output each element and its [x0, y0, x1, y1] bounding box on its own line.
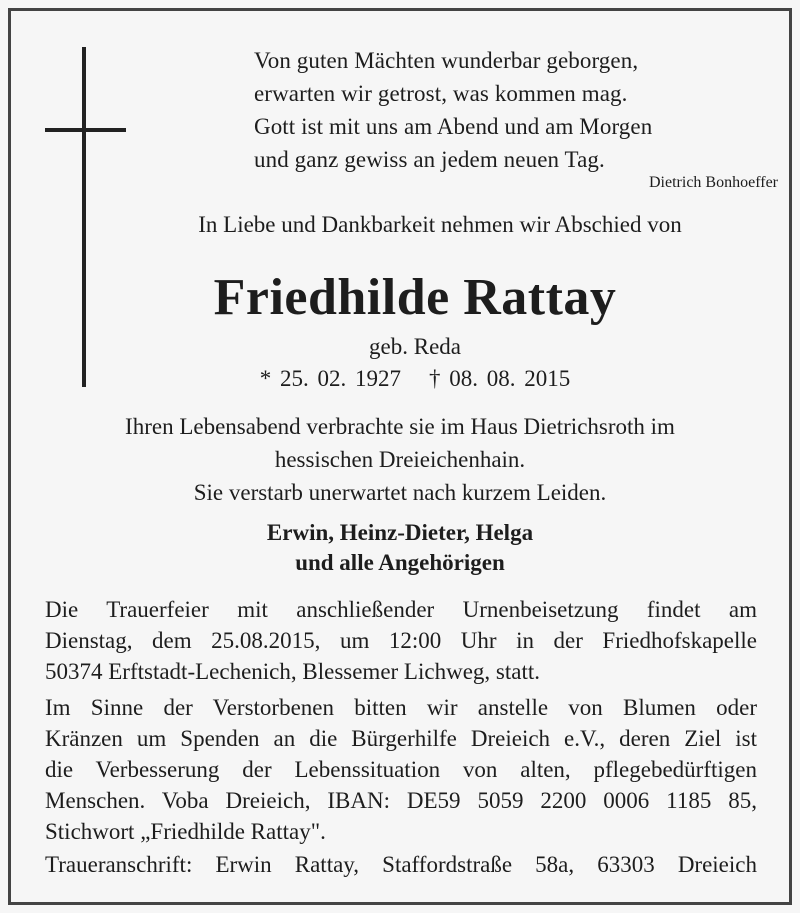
family-names: [0, 518, 800, 578]
mourning-address: Traueranschrift: Erwin Rattay, Staffordstraße 58a, 63303 Dreieich: [45, 852, 757, 877]
donation-line: Stichwort „Friedhilde Rattay".: [45, 819, 326, 844]
donation-line: die Verbesserung der Lebenssituation von alten, pflegebedürftigen: [45, 757, 757, 782]
funeral-line: Dienstag, dem 25.08.2015, um 12:00 Uhr in der Friedhofskapelle: [45, 628, 757, 653]
donation-line: Menschen. Voba Dreieich, IBAN: DE59 5059 2200 0006 1185 85,: [45, 788, 757, 813]
poem-line: Von guten Mächten wunderbar geborgen,: [254, 48, 639, 73]
life-line: Sie verstarb unerwartet nach kurzem Leiden.: [193, 480, 607, 505]
death-date: † 08. 08. 2015: [429, 366, 571, 391]
funeral-info: [45, 594, 757, 687]
family-line: Erwin, Heinz-Dieter, Helga: [266, 520, 534, 545]
deceased-name: Friedhilde Rattay: [213, 269, 617, 326]
cross-icon-bar: [45, 128, 126, 132]
poem-line: erwarten wir getrost, was kommen mag.: [254, 81, 628, 106]
life-text: [0, 410, 800, 509]
poem: [254, 44, 652, 176]
donation-info: [45, 692, 757, 847]
life-line: Ihren Lebensabend verbrachte sie im Haus Dietrichsroth im: [125, 414, 675, 439]
poem-author: Dietrich Bonhoeffer: [649, 174, 778, 191]
donation-line: Kränzen um Spenden an die Bürgerhilfe Dreieich e.V., deren Ziel ist: [45, 726, 757, 751]
donation-line: Im Sinne der Verstorbenen bitten wir anstelle von Blumen oder: [45, 695, 757, 720]
funeral-line: Die Trauerfeier mit anschließender Urnenbeisetzung findet am: [45, 597, 757, 622]
birth-name: geb. Reda: [369, 334, 461, 359]
birth-date: * 25. 02. 1927: [259, 366, 401, 391]
funeral-line: 50374 Erftstadt-Lechenich, Blessemer Lichweg, statt.: [45, 659, 540, 684]
farewell-text: In Liebe und Dankbarkeit nehmen wir Abschied von: [198, 212, 682, 237]
life-line: hessischen Dreieichenhain.: [274, 447, 526, 472]
poem-line: und ganz gewiss an jedem neuen Tag.: [254, 147, 605, 172]
life-dates: [15, 366, 800, 392]
family-line: und alle Angehörigen: [295, 550, 505, 575]
poem-line: Gott ist mit uns am Abend und am Morgen: [254, 114, 653, 139]
